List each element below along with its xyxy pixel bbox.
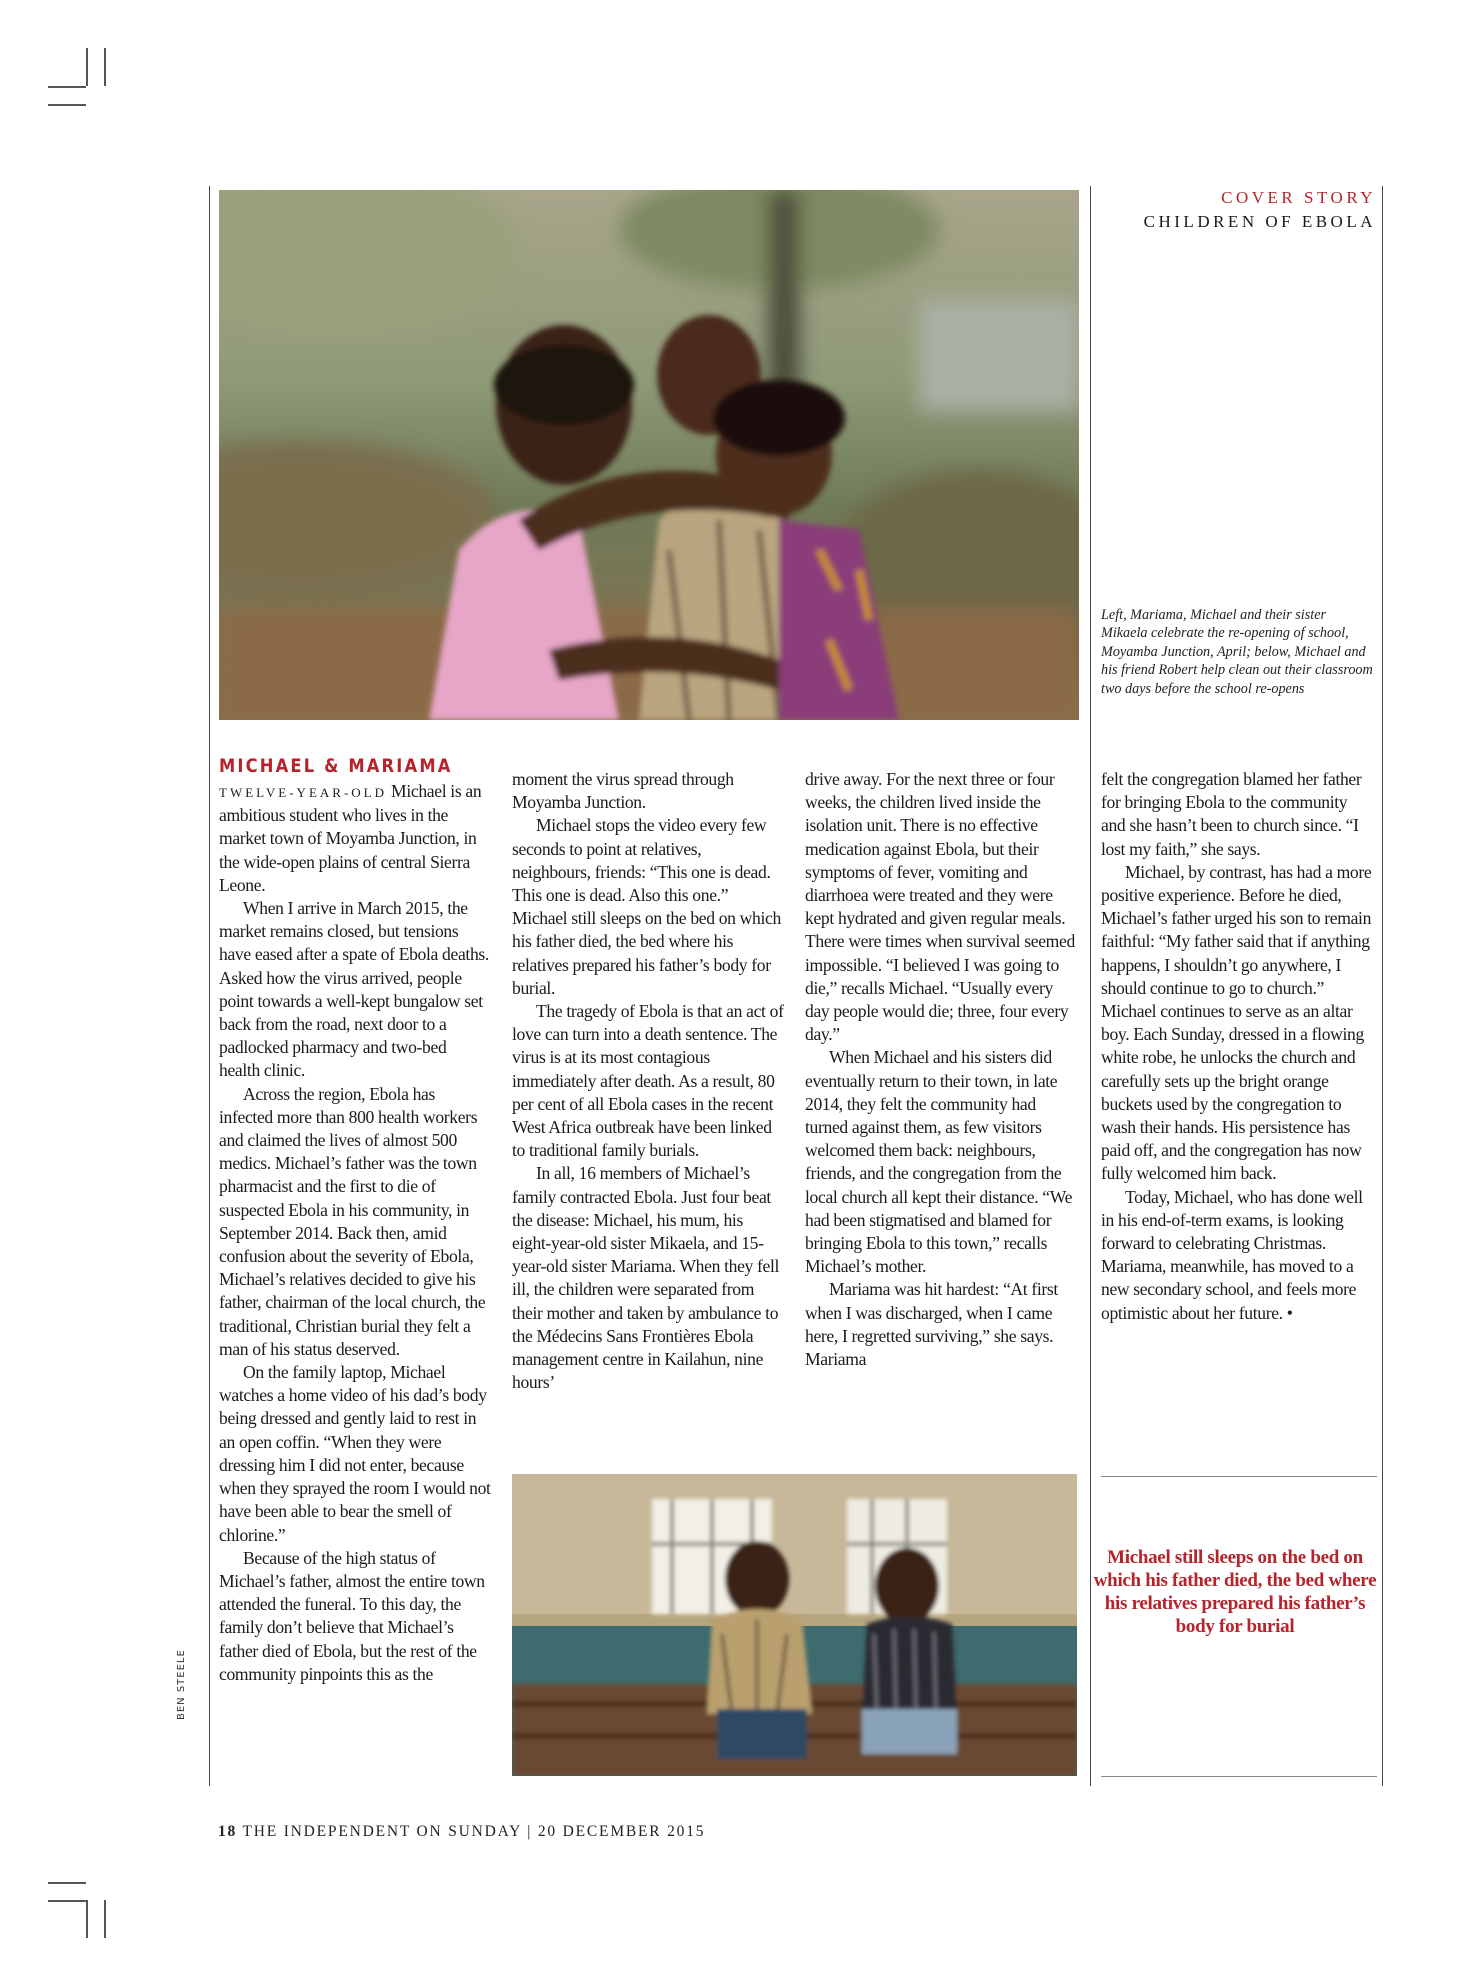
children-hugging-photo — [219, 190, 1079, 720]
footer-separator: | — [527, 1823, 533, 1840]
crop-mark-bottom-left-v1 — [86, 1900, 88, 1938]
page-footer — [218, 1823, 705, 1841]
photo-caption: Left, Mariama, Michael and their sister Mikaela celebrate the re-opening of school, Moyamba Junction, April; below, Michael and his friend Robert help clean out their classroom two days before the school re-opens — [1101, 607, 1373, 697]
paragraph: moment the virus spread through Moyamba Junction. — [512, 769, 734, 813]
paragraph: felt the congregation blamed her father for bringing Ebola to the community and she hasn’t been to church since. “I lost my faith,” she says. — [1101, 769, 1362, 859]
lead-in: TWELVE-YEAR-OLD — [219, 785, 387, 800]
lead-text: Michael is an ambitious student who lives in the market town of Moyamba Junction, in the wide-open plains of central Sierra Leone. — [219, 781, 482, 895]
section-kicker — [1144, 186, 1376, 234]
paragraph: Michael stops the video every few seconds to point at relatives, neighbours, friends: “This one is dead. This one is dead. Also this one.” Michael still sleeps on the bed on which his father died, the bed where his relatives prepared his father’s body for burial. — [512, 815, 781, 998]
page-number: 18 — [218, 1823, 238, 1840]
crop-mark-top-left-v1 — [86, 48, 88, 86]
classroom-photo — [512, 1474, 1077, 1776]
paragraph: On the family laptop, Michael watches a home video of his dad’s body being dressed and gently laid to rest in an open coffin. “When they were dressing him I did not enter, because when they sprayed the room I would not have been able to bear the smell of chlorine.” — [219, 1362, 491, 1545]
paragraph: Today, Michael, who has done well in his end-of-term exams, is looking forward to celebrating Christmas. Mariama, meanwhile, has moved to a new secondary school, and feels more optimistic about her future. • — [1101, 1186, 1363, 1323]
article-column-2 — [512, 768, 784, 1394]
pullquote-top-rule — [1101, 1476, 1377, 1477]
article-column-4 — [1101, 768, 1373, 1325]
left-column-rule — [209, 186, 210, 1786]
crop-mark-top-left-v2 — [104, 48, 106, 86]
paragraph: drive away. For the next three or four weeks, the children lived inside the isolation unit. There is no effective medication against Ebola, but their symptoms of fever, vomiting and diarrhoea were treated and they were kept hydrated and given regular meals. There were times when survival seemed impossible. “I believed I was going to die,” recalls Michael. “Usually every day people would die; three, four every day.” — [805, 769, 1075, 1045]
pullquote-bottom-rule — [1101, 1776, 1377, 1777]
paragraph: Michael, by contrast, has had a more positive experience. Before he died, Michael’s father urged his son to remain faithful: “My father said that if anything happens, I shouldn’t go anywhere, I should continue to go to church.” Michael continues to serve as an altar boy. Each Sunday, dressed in a flowing white robe, he unlocks the church and carefully sets up the bright orange buckets used by the congregation to wash their hands. His persistence has paid off, and the congregation has now fully welcomed him back. — [1101, 861, 1372, 1184]
article-headline: MICHAEL & MARIAMA — [219, 755, 453, 777]
article-column-3 — [805, 768, 1077, 1371]
section-label: COVER STORY — [1221, 188, 1376, 207]
crop-mark-top-left-h2 — [48, 104, 86, 106]
crop-mark-bottom-left-h2 — [48, 1900, 86, 1902]
crop-mark-top-left-h — [48, 86, 86, 88]
crop-mark-bottom-left-v2 — [104, 1900, 106, 1938]
lead-paragraph — [219, 780, 491, 897]
crop-mark-bottom-left-h — [48, 1882, 86, 1884]
main-photo — [219, 190, 1079, 720]
paragraph: The tragedy of Ebola is that an act of love can turn into a death sentence. The virus is at its most contagious immediately after death. As a result, 80 per cent of all Ebola cases in the recent West Africa outbreak have been linked to traditional family burials. — [512, 1001, 784, 1161]
paragraph: Mariama was hit hardest: “At first when I was discharged, when I came here, I regretted surviving,” she says. Mariama — [805, 1279, 1058, 1370]
paragraph: Because of the high status of Michael’s father, almost the entire town attended the funeral. To this day, the family don’t believe that Michael’s father died of Ebola, but the rest of the community pinpoints this as the — [219, 1547, 485, 1684]
outer-right-rule — [1382, 186, 1383, 1786]
paragraph: In all, 16 members of Michael’s family contracted Ebola. Just four beat the disease: Michael, his mum, his eight-year-old sister Mikaela, and 15-year-old sister Mariama. When they fell ill, the children were separated from their mother and taken by ambulance to the Médecins Sans Frontières Ebola management centre in Kailahun, nine hours’ — [512, 1163, 780, 1393]
paragraph: When I arrive in March 2015, the market remains closed, but tensions have eased after a spate of Ebola deaths. Asked how the virus arrived, people point towards a well-kept bungalow set back from the road, next door to a padlocked pharmacy and two-bed health clinic. — [219, 898, 489, 1081]
issue-date: 20 DECEMBER 2015 — [537, 1823, 706, 1840]
story-title: CHILDREN OF EBOLA — [1143, 212, 1376, 231]
photo-credit: BEN STEELE — [176, 1649, 187, 1720]
paragraph: When Michael and his sisters did eventually return to their town, in late 2014, they felt the community had turned against them, as few visitors welcomed them back: neighbours, friends, and the congregation from the local church all kept their distance. “We had been stigmatised and blamed for bringing Ebola to this town,” recalls Michael’s mother. — [805, 1047, 1073, 1277]
article-column-1 — [219, 752, 491, 1686]
publication-name: THE INDEPENDENT ON SUNDAY — [242, 1823, 522, 1840]
boys-in-classroom-photo — [512, 1474, 1077, 1776]
paragraph: Across the region, Ebola has infected more than 800 health workers and claimed the lives of almost 500 medics. Michael’s father was the town pharmacist and the first to die of suspected Ebola in his community, in September 2014. Back then, amid confusion about the severity of Ebola, Michael’s relatives decided to give his father, chairman of the local church, the traditional, Christian burial they felt a man of his status deserved. — [219, 1083, 486, 1359]
pull-quote: Michael still sleeps on the bed on which his father died, the bed where his relatives prepared his father’s body for burial — [1093, 1547, 1377, 1637]
